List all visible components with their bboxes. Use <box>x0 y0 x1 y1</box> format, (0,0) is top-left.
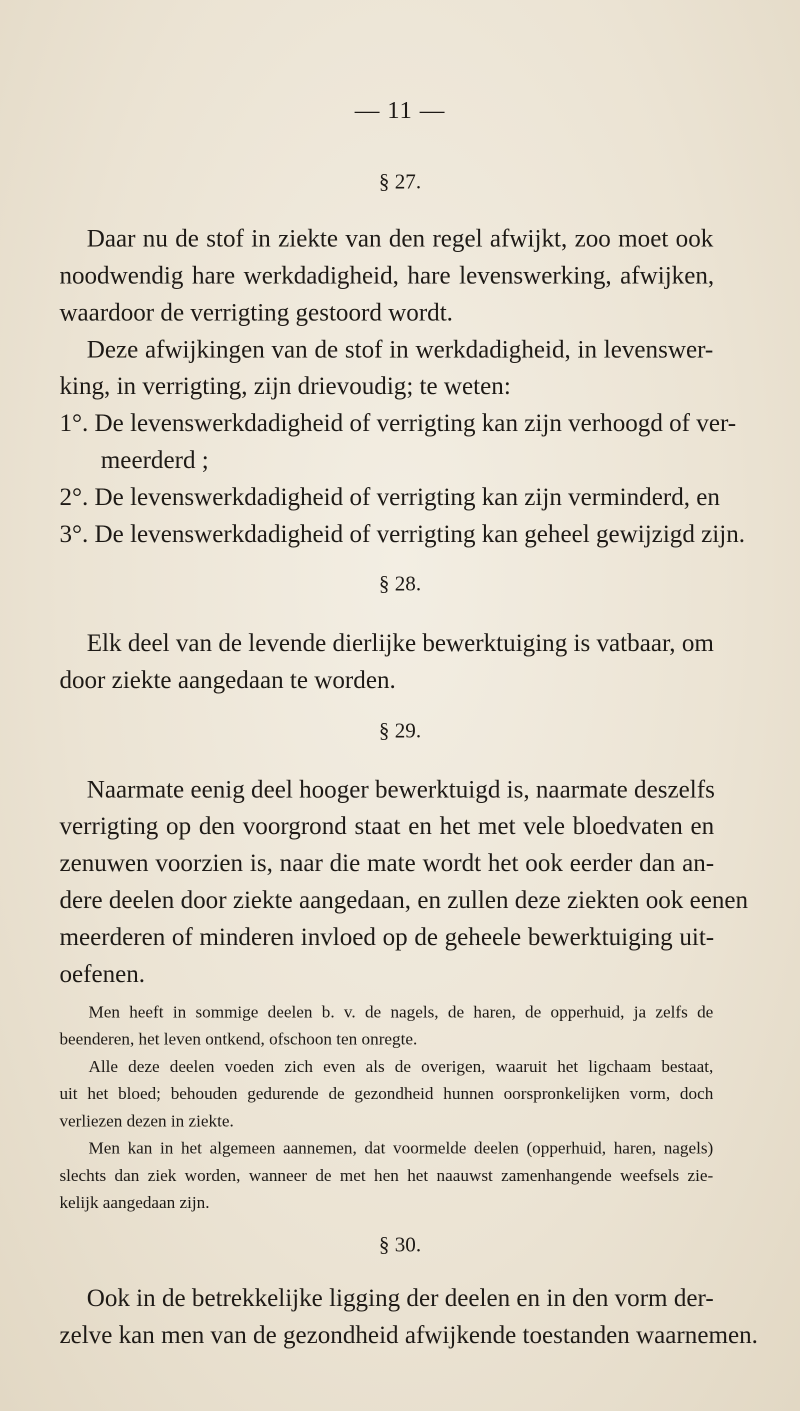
note-line: Men heeft in sommige deelen b. v. de nagels, de haren, de opperhuid, ja zelfs de <box>88 1003 714 1022</box>
section-heading-27: § 27. <box>378 170 422 194</box>
paragraph-line: verrigting op den voorgrond staat en het met vele bloedvaten en <box>59 813 715 841</box>
paragraph-line: zelve kan men van de gezondheid afwijkende toestanden waarnemen. <box>59 1321 758 1350</box>
paragraph-line: Naarmate eenig deel hooger bewerktuigd is, naarmate deszelfs <box>86 776 715 804</box>
list-item-line: 1°. De levenswerkdadigheid of verrigting kan zijn verhoogd of ver- <box>59 410 737 438</box>
note-line: Men kan in het algemeen aannemen, dat voormelde deelen (opperhuid, haren, nagels) <box>88 1139 714 1159</box>
note-line: Alle deze deelen voeden zich even als de overigen, waaruit het ligchaam bestaat, <box>88 1057 714 1077</box>
section-heading-30: § 30. <box>378 1233 422 1257</box>
section-heading-28: § 28. <box>378 572 422 596</box>
list-item-line: meerderd ; <box>100 447 209 475</box>
paragraph-line: noodwendig hare werkdadigheid, hare levenswerking, afwijken, <box>59 262 715 290</box>
paragraph-line: Ook in de betrekkelijke ligging der deelen en in den vorm der- <box>86 1284 714 1313</box>
paragraph-line: meerderen of minderen invloed op de geheele bewerktuiging uit- <box>59 924 715 952</box>
paragraph-line: Daar nu de stof in ziekte van den regel afwijkt, zoo moet ook <box>86 225 714 253</box>
paragraph-line: oefenen. <box>59 960 146 989</box>
paragraph-line: dere deelen door ziekte aangedaan, en zullen deze ziekten ook eenen <box>59 887 749 915</box>
note-line: verliezen dezen in ziekte. <box>59 1112 234 1131</box>
list-item-line: 2°. De levenswerkdadigheid of verrigting kan zijn verminderd, en <box>59 484 720 512</box>
paragraph-line: Deze afwijkingen van de stof in werkdadigheid, in levenswer- <box>86 336 714 364</box>
paragraph-line: king, in verrigting, zijn drievoudig; te weten: <box>59 373 511 401</box>
note-line: beenderen, het leven ontkend, ofschoon ten onregte. <box>59 1030 418 1049</box>
note-line: uit het bloed; behouden gedurende de gezondheid hunnen oorspronkelijken vorm, doch <box>59 1085 714 1104</box>
paragraph-line: door ziekte aangedaan te worden. <box>59 667 396 695</box>
note-line: slechts dan ziek worden, wanneer de met hen het naauwst zamenhangende weefsels zie- <box>59 1166 714 1186</box>
paragraph-line: Elk deel van de levende dierlijke bewerktuiging is vatbaar, om <box>86 630 714 658</box>
list-item-line: 3°. De levenswerkdadigheid of verrigting kan geheel gewijzigd zijn. <box>59 520 746 549</box>
paragraph-line: waardoor de verrigting gestoord wordt. <box>59 299 453 327</box>
book-page <box>48 0 758 1411</box>
paragraph-line: zenuwen voorzien is, naar die mate wordt het ook eerder dan an- <box>59 850 715 878</box>
note-line: kelijk aangedaan zijn. <box>59 1194 210 1213</box>
section-heading-29: § 29. <box>378 719 422 743</box>
page-number: — 11 — <box>354 96 446 125</box>
